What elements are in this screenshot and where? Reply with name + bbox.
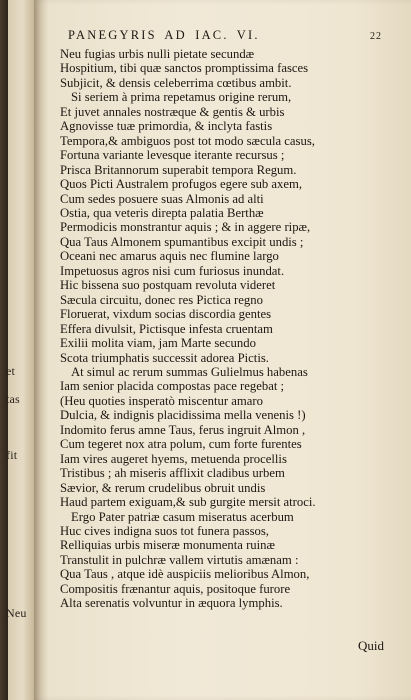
verse-line: Quos Picti Australem profugos egere sub axem, xyxy=(60,177,303,192)
poem-body xyxy=(60,47,390,611)
verse-line: Alta serenatis volvuntur in æquora lymphis. xyxy=(60,596,283,611)
margin-fragment: tas xyxy=(6,392,20,406)
verse-line: Compositis frænantur aquis, positoque furore xyxy=(60,581,291,596)
verse-line: Cum sedes posuere suas Almonis ad alti xyxy=(60,191,264,206)
verse-line: Haud partem exiguam,& sub gurgite mersit atroci. xyxy=(60,495,316,510)
verse-line: Impetuosus agros nisi cum furiosus inundat. xyxy=(60,263,285,278)
verse-line: Tristibus ; ah miseris afflixit cladibus urbem xyxy=(60,466,285,481)
running-title: PANEGYRIS AD IAC. VI. xyxy=(68,28,260,42)
verse-line: Relliquias urbis miseræ monumenta ruinæ xyxy=(60,538,275,553)
verse-line: Neu fugias urbis nulli pietate secundæ xyxy=(60,47,255,61)
verse-line: Hospitium, tibi quæ sanctos promptissima fasces xyxy=(60,61,309,76)
verse-line: Subjicit, & densis celeberrima cœtibus ambit. xyxy=(60,75,292,90)
verse-line: Indomito ferus amne Taus, ferus ingruit Almon , xyxy=(60,422,306,437)
verse-line: Iam senior placida compostas pace regebat ; xyxy=(60,379,285,394)
verse-line: Oceani nec amarus aquis nec flumine largo xyxy=(60,249,279,264)
verse-line: Effera divulsit, Pictisque infesta cruentam xyxy=(60,321,273,336)
verse-line: Agnovisse tuæ primordia, & inclyta fastis xyxy=(60,119,273,134)
verse-line: Dulcia, & indignis placidissima mella venenis !) xyxy=(60,408,306,423)
running-header xyxy=(68,28,388,43)
verse-line: Permodicis monstrantur aquis ; & in aggere ripæ, xyxy=(60,220,311,235)
verse-line: Si seriem à prima repetamus origine rerum, xyxy=(71,90,292,105)
verse-line: Transtulit in pulchræ vallem virtutis amænam : xyxy=(60,552,299,567)
page-number: 22 xyxy=(370,31,382,42)
verse-line: Sævior, & rerum crudelibus obruit undis xyxy=(60,480,266,495)
verse-line: Scota triumphatis successit adorea Pictis. xyxy=(60,350,269,365)
margin-fragment: Neu xyxy=(6,606,27,620)
text-page xyxy=(34,0,411,700)
verse-line: Iam vires augeret hyems, metuenda procellis xyxy=(60,451,287,466)
verse-line: Ergo Pater patriæ casum miseratus acerbum xyxy=(71,509,294,524)
verse-line: Huc cives indigna suos tot funera passos, xyxy=(60,523,269,538)
verse-line: Exilii molita viam, jam Marte secundo xyxy=(60,336,256,351)
catchword: Quid xyxy=(358,638,384,653)
verse-line: Sæcula circuitu, donec res Pictica regno xyxy=(60,292,263,307)
verse-line: Qua Taus , atque idè auspiciis melioribus Almon, xyxy=(60,567,310,582)
verse-line: Qua Taus Almonem spumantibus excipit undis ; xyxy=(60,234,304,249)
verse-line: Et juvet annales nostræque & gentis & urbis xyxy=(60,104,285,119)
book-binding xyxy=(0,0,8,700)
facing-page-edge xyxy=(8,0,34,700)
margin-fragment: fit xyxy=(6,448,18,462)
verse-line: Hic bissena suo postquam revoluta videret xyxy=(60,278,276,293)
verse-line: At simul ac rerum summas Gulielmus habenas xyxy=(71,364,308,379)
verse-line: Cum tegeret nox atra polum, cum forte furentes xyxy=(60,437,302,452)
verse-line: Floruerat, vixdum socias discordia gentes xyxy=(60,307,272,322)
verse-line: (Heu quoties insperatò miscentur amaro xyxy=(60,393,263,408)
margin-fragment: et xyxy=(6,364,16,378)
verse-line: Prisca Britannorum superabit tempora Regum. xyxy=(60,162,297,177)
verse-line: Ostia, qua veteris direpta palatia Berthæ xyxy=(60,205,264,220)
verse-line: Fortuna variante levesque iterante recursus ; xyxy=(60,148,285,163)
verse-line: Tempora,& ambiguos post tot modo sæcula casus, xyxy=(60,133,315,148)
